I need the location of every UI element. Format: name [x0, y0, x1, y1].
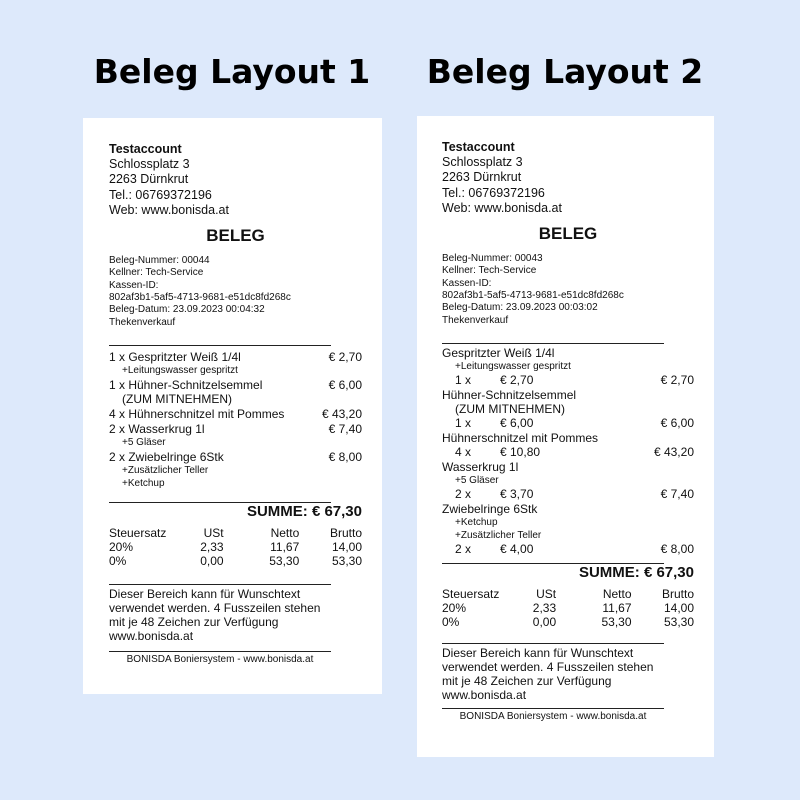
- item-list: [442, 346, 694, 556]
- item-qty: 1 x: [455, 415, 472, 430]
- item-extra: +Ketchup: [122, 477, 165, 489]
- item-total: € 6,00: [660, 415, 694, 430]
- list-item: [442, 388, 694, 430]
- system-footer: BONISDA Boniersystem - www.bonisda.at: [459, 710, 647, 722]
- store-street: Schlossplatz 3: [109, 157, 190, 172]
- item-quantity-row: [442, 416, 694, 430]
- item-quantity-row: [442, 373, 694, 387]
- tax-header: Steuersatz: [442, 586, 500, 601]
- list-item: [109, 407, 362, 421]
- list-item: [442, 346, 694, 387]
- tax-cell: 2,33: [532, 600, 557, 615]
- footer-line: www.bonisda.at: [109, 628, 194, 643]
- tax-cell: 2,33: [200, 539, 224, 554]
- receipt-number: Beleg-Nummer: 00044: [109, 255, 210, 267]
- item-extra: +5 Gläser: [122, 436, 166, 448]
- divider: [109, 584, 331, 585]
- list-item: [442, 431, 694, 459]
- item-name: Hühner-Schnitzelsemmel: [442, 387, 577, 402]
- tax-header: Brutto: [329, 525, 362, 540]
- item-name: 2 x Wasserkrug 1l: [109, 421, 205, 436]
- store-city: 2263 Dürnkrut: [109, 172, 189, 187]
- item-extra: (ZUM MITNEHMEN): [455, 401, 565, 416]
- item-total: € 2,70: [660, 372, 694, 387]
- layout1-title: Beleg Layout 1: [93, 52, 371, 91]
- table-header-row: [109, 526, 362, 540]
- tax-cell: 14,00: [663, 600, 694, 615]
- item-name: 2 x Zwiebelringe 6Stk: [109, 449, 224, 464]
- store-header: [442, 140, 694, 216]
- receipt-heading: BELEG: [206, 226, 265, 246]
- item-name: 1 x Gespritzter Weiß 1/4l: [109, 349, 241, 364]
- table-row: [442, 615, 694, 629]
- system-footer: BONISDA Boniersystem - www.bonisda.at: [126, 653, 314, 665]
- item-price: € 8,00: [328, 449, 362, 464]
- tax-table: [442, 587, 694, 629]
- table-row: [109, 554, 362, 568]
- tax-cell: 0,00: [532, 614, 557, 629]
- item-price: € 6,00: [328, 377, 362, 392]
- waiter: Kellner: Tech-Service: [442, 265, 537, 277]
- item-qty: 2 x: [455, 541, 472, 556]
- sale-type: Thekenverkauf: [109, 316, 176, 328]
- item-quantity-row: [442, 445, 694, 459]
- receipt-meta: [442, 253, 694, 327]
- store-name: Testaccount: [442, 140, 515, 154]
- store-header: [109, 142, 362, 218]
- custom-footer-text: [109, 587, 362, 643]
- item-extra: (ZUM MITNEHMEN): [122, 391, 232, 406]
- waiter: Kellner: Tech-Service: [109, 267, 204, 279]
- divider: [442, 643, 664, 644]
- tax-header: USt: [536, 586, 557, 601]
- item-price: € 2,70: [328, 349, 362, 364]
- layout2-title: Beleg Layout 2: [426, 52, 704, 91]
- store-phone: Tel.: 06769372196: [442, 185, 545, 200]
- tax-cell: 20%: [442, 600, 467, 615]
- item-name: Gespritzter Weiß 1/4l: [442, 345, 555, 360]
- tax-cell: 11,67: [270, 539, 300, 554]
- item-unit-price: € 4,00: [500, 541, 534, 556]
- item-name: Wasserkrug 1l: [442, 459, 519, 474]
- item-total: € 8,00: [660, 541, 694, 556]
- item-price: € 7,40: [328, 421, 362, 436]
- tax-header: Netto: [602, 586, 632, 601]
- item-extra: +Zusätzlicher Teller: [455, 529, 542, 541]
- store-name: Testaccount: [109, 142, 182, 156]
- item-unit-price: € 2,70: [500, 372, 534, 387]
- register-id: 802af3b1-5af5-4713-9681-e51dc8fd268c: [109, 291, 291, 303]
- register-id: 802af3b1-5af5-4713-9681-e51dc8fd268c: [442, 289, 624, 301]
- item-price: € 43,20: [321, 406, 362, 421]
- table-row: [442, 601, 694, 615]
- receipt-number: Beleg-Nummer: 00043: [442, 253, 543, 265]
- total-sum: SUMME: € 67,30: [246, 502, 362, 520]
- item-extra: +5 Gläser: [455, 474, 499, 486]
- receipt-layout-2: [417, 116, 714, 757]
- item-extra: +Leitungswasser gespritzt: [455, 360, 571, 372]
- store-city: 2263 Dürnkrut: [442, 170, 522, 185]
- divider: [442, 708, 664, 709]
- tax-header: Steuersatz: [109, 525, 167, 540]
- tax-header: Brutto: [661, 586, 694, 601]
- store-street: Schlossplatz 3: [442, 155, 523, 170]
- item-extra: +Leitungswasser gespritzt: [122, 364, 238, 376]
- list-item: [109, 378, 362, 406]
- item-unit-price: € 3,70: [500, 486, 534, 501]
- footer-line: mit je 48 Zeichen zur Verfügung: [109, 614, 279, 629]
- store-phone: Tel.: 06769372196: [109, 187, 212, 202]
- list-item: [442, 502, 694, 556]
- footer-line: verwendet werden. 4 Fusszeilen stehen: [109, 600, 321, 615]
- item-list: [109, 350, 362, 490]
- footer-line: www.bonisda.at: [442, 687, 527, 702]
- item-unit-price: € 10,80: [500, 444, 541, 459]
- tax-table: [109, 526, 362, 568]
- item-total: € 43,20: [653, 444, 694, 459]
- tax-cell: 0%: [442, 614, 460, 629]
- item-name: 4 x Hühnerschnitzel mit Pommes: [109, 406, 285, 421]
- tax-cell: 11,67: [602, 600, 632, 615]
- item-name: Zwiebelringe 6Stk: [442, 501, 538, 516]
- tax-cell: 0,00: [200, 553, 224, 568]
- footer-line: Dieser Bereich kann für Wunschtext: [109, 586, 301, 601]
- store-web: Web: www.bonisda.at: [109, 202, 229, 217]
- list-item: [442, 460, 694, 501]
- receipt-layout-1: [83, 118, 382, 694]
- table-row: [109, 540, 362, 554]
- item-total: € 7,40: [660, 486, 694, 501]
- tax-cell: 53,30: [601, 614, 632, 629]
- item-quantity-row: [442, 487, 694, 501]
- tax-cell: 14,00: [331, 539, 362, 554]
- total-sum: SUMME: € 67,30: [578, 563, 694, 581]
- item-extra: +Zusätzlicher Teller: [122, 464, 209, 476]
- receipt-date: Beleg-Datum: 23.09.2023 00:03:02: [442, 302, 598, 314]
- item-qty: 2 x: [455, 486, 472, 501]
- tax-cell: 53,30: [663, 614, 694, 629]
- divider: [109, 345, 331, 346]
- item-quantity-row: [442, 542, 694, 556]
- item-qty: 1 x: [455, 372, 472, 387]
- divider: [109, 651, 331, 652]
- sale-type: Thekenverkauf: [442, 314, 509, 326]
- receipt-heading: BELEG: [538, 224, 598, 244]
- divider: [442, 343, 664, 344]
- list-item: [109, 422, 362, 449]
- item-name: Hühnerschnitzel mit Pommes: [442, 430, 599, 445]
- footer-line: mit je 48 Zeichen zur Verfügung: [442, 673, 612, 688]
- table-header-row: [442, 587, 694, 601]
- register-id-label: Kassen-ID:: [442, 277, 492, 289]
- tax-header: USt: [203, 525, 224, 540]
- tax-header: Netto: [270, 525, 300, 540]
- tax-cell: 20%: [109, 539, 134, 554]
- footer-line: verwendet werden. 4 Fusszeilen stehen: [442, 659, 654, 674]
- register-id-label: Kassen-ID:: [109, 279, 159, 291]
- item-qty: 4 x: [455, 444, 472, 459]
- store-web: Web: www.bonisda.at: [442, 200, 562, 215]
- item-unit-price: € 6,00: [500, 415, 534, 430]
- tax-cell: 0%: [109, 553, 127, 568]
- list-item: [109, 450, 362, 490]
- custom-footer-text: [442, 646, 694, 702]
- tax-cell: 53,30: [269, 553, 300, 568]
- item-name: 1 x Hühner-Schnitzelsemmel: [109, 377, 263, 392]
- footer-line: Dieser Bereich kann für Wunschtext: [442, 645, 634, 660]
- item-extra: +Ketchup: [455, 516, 498, 528]
- receipt-meta: [109, 255, 362, 329]
- tax-cell: 53,30: [331, 553, 362, 568]
- receipt-date: Beleg-Datum: 23.09.2023 00:04:32: [109, 304, 265, 316]
- list-item: [109, 350, 362, 377]
